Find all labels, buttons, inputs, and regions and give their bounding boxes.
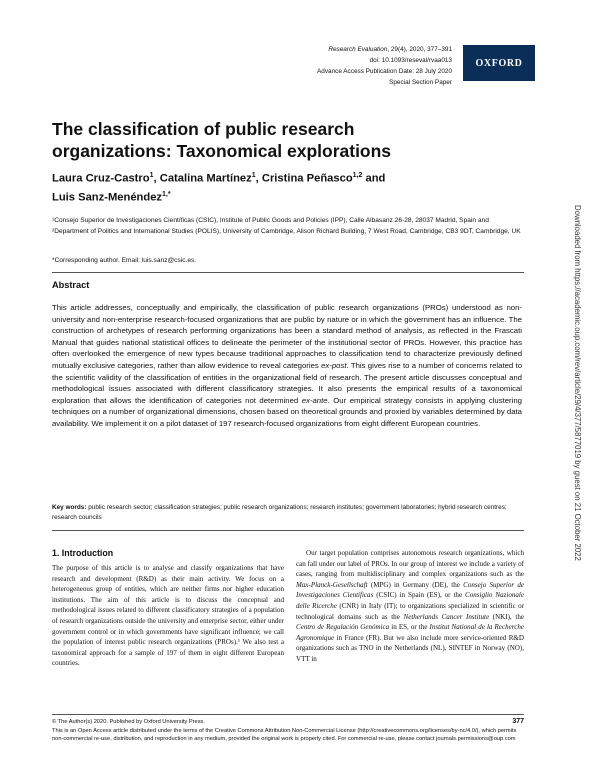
- corresponding-author: *Corresponding author. Email: luis.sanz@csic.es.: [52, 257, 197, 264]
- keywords-label: Key words:: [52, 504, 87, 511]
- divider: [52, 272, 524, 273]
- abstract-heading: Abstract: [52, 280, 90, 290]
- author-sup: 1: [149, 172, 154, 179]
- download-note: Downloaded from https://academic.oup.com/rev/article/29/4/377/5877019 by guest on 21 October 2022: [573, 205, 582, 561]
- abstract-emphasis: ex-post: [321, 360, 347, 370]
- article-title: The classification of public research organizations: Taxonomical explorations: [52, 119, 392, 161]
- journal-header: [317, 44, 452, 88]
- license-text: This is an Open Access article distributed under the terms of the Creative Commons Attribution Non-Commercial License (http://creativecommons.org/licenses/by-nc/4.0/), which permits non-commercial re-use, distribution, and reproduction in any medium, provided the original work is properly cited. For commercial re-use, please contact journals.permissions@oup.com: [52, 727, 517, 743]
- author-joiner: and: [362, 172, 386, 185]
- affiliations: ¹Consejo Superior de Investigaciones Científicas (CSIC), Institute of Public Goods and Policies (IPP), Calle Albasanz 26-28, 28037 Madrid, Spain and ²Department of Politics and International Studies (POLIS), University of Cambridge, Alison Richard Building, 7 West Road, Cambridge, CB3 9DT, Cambridge, UK: [52, 217, 521, 235]
- copyright: © The Author(s) 2020. Published by Oxford University Press.: [52, 719, 205, 725]
- author-name[interactable]: Catalina Martínez: [159, 172, 252, 185]
- doi[interactable]: doi: 10.1093/reseval/rvaa013: [369, 57, 452, 64]
- journal-citation: , 29(4), 2020, 377–391: [387, 46, 452, 53]
- abstract-part: . Our empirical strategy consists in applying clustering techniques on a number of organizational dimensions, chosen based on theoretical grounds and proxied by variables determined by data availability. We implement it on a pilot dataset of 197 research-focused organizations from eight different European countries.: [52, 395, 522, 428]
- section-type: Special Section Paper: [389, 79, 452, 86]
- author-joiner: ,: [255, 172, 262, 185]
- keywords: [52, 503, 522, 523]
- target-population-paragraph: Our target population comprises autonomous research organizations, which can fall under our label of PROs. In our group of interest we include a variety of cases, ranging from multidisciplinary and complex organizations such as the Max-Planck-Gesellschaft (MPG) in Germany (DE), the Consejo Superior de Investigaciones Científicas (CSIC) in Spain (ES), or the Consiglio Nazionale delle Ricerche (CNR) in Italy (IT); to organizations specialized in scientific or technological domains such as the Netherlands Cancer Institute (NKI), the Centro de Regulación Genómica in ES, or the Institut National de la Recherche Agronomique in France (FR). But we also include more service-oriented R&D organizations such as TNO in the Netherlands (NL), SINTEF in Norway (NO), VTT in: [296, 549, 525, 663]
- author-joiner: ,: [153, 172, 160, 185]
- abstract-emphasis: ex-ante: [301, 395, 328, 405]
- footer-divider: [52, 714, 524, 715]
- page-number: 377: [512, 718, 524, 725]
- abstract-part: This article addresses, conceptually and empirically, the classification of public research organizations (PROs) understood as non-university and non-enterprise research-focused organizations that are public by nature or in which the government has an influence. The construction of archetypes of research performing organizations has been a standard method of analysis, as reflected in the Frascati Manual that guides national statistical offices to delineate the perimeter of the institutional sector of PROs. However, this practice has often overlooked the emergence of new types because traditional approaches to classification tend to characterize previously defined mutually exclusive categories, rather than allow evidence to reveal categories: [52, 303, 522, 370]
- intro-paragraph: The purpose of this article is to analyse and classify organizations that have research and development (R&D) as their main activity. We focus on a heterogeneous group of entities, which are neither firms nor higher education institutions. The aim of this article is to discuss the conceptual and methodological issues related to different classificatory strategies of a population of research organizations outside the university and enterprise sector, either under government control or in which governments have significant influence; we call the population of interest public research organizations (PROs).¹ We also test a taxonomical approach for a sample of 197 of them in eight different European countries.: [52, 564, 284, 668]
- author-name[interactable]: Luis Sanz-Menéndez: [52, 191, 163, 204]
- abstract-part: . This gives rise to a number of concerns related to the scientific validity of the classification of entities in the organizational field of research. The present article discusses conceptual and methodological issues associated with different classificatory strategies. It also presents the empirical results of a taxonomical exploration that allows the identification of categories not determined: [52, 360, 523, 405]
- advance-access-date: Advance Access Publication Date: 28 July 2020: [317, 68, 452, 75]
- footer: [52, 718, 524, 744]
- author-sup: 1,2: [352, 172, 363, 179]
- author-sup: 1: [251, 172, 256, 179]
- divider: [52, 530, 524, 531]
- abstract-text: [52, 302, 522, 430]
- column-right: [296, 548, 524, 665]
- author-list: [52, 168, 452, 205]
- oxford-logo: OXFORD: [463, 45, 535, 81]
- author-name[interactable]: Cristina Peñasco: [261, 172, 353, 185]
- column-left: [52, 563, 284, 669]
- journal-name: Research Evaluation: [328, 46, 388, 53]
- download-watermark: [572, 205, 584, 565]
- author-sup: 1,*: [162, 190, 171, 198]
- author-name[interactable]: Laura Cruz-Castro: [52, 172, 150, 185]
- keywords-text: public research sector; classification strategies; public research organizations; research institutes; government laboratories; hybrid research centres; research councils: [52, 504, 507, 521]
- section-heading: 1. Introduction: [52, 548, 114, 558]
